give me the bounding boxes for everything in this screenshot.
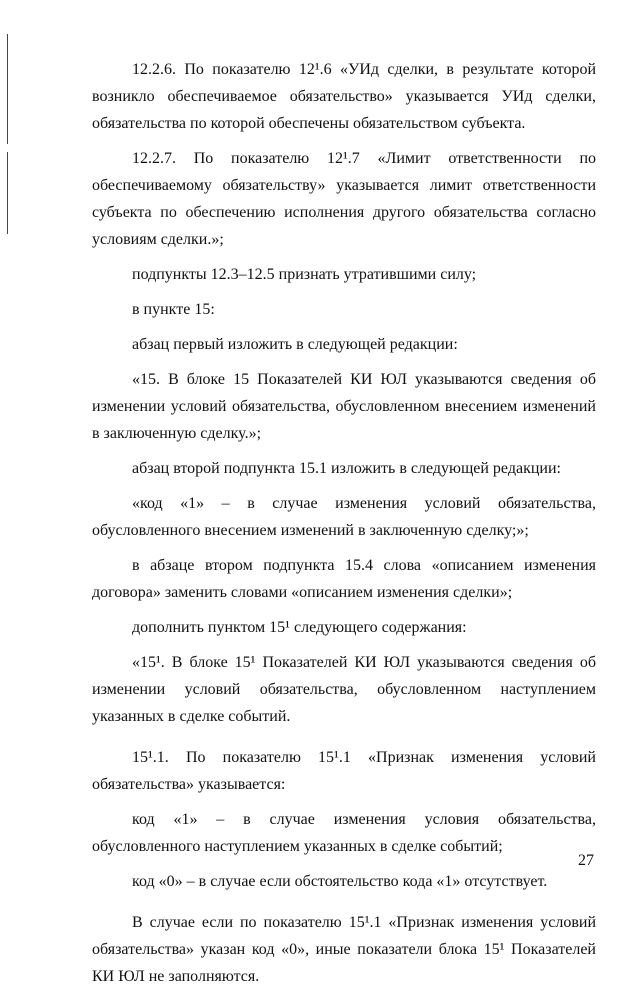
margin-mark-middle <box>7 152 8 234</box>
paragraph-block-15-1: «15¹. В блоке 15¹ Показателей КИ ЮЛ указываются сведения об изменении условий обязательства, обусловленном наступлением указанных в сделке событий. <box>92 654 596 725</box>
paragraph-code-1-event: код «1» – в случае изменения условия обязательства, обусловленного наступлением указанных в сделке событий; <box>92 811 596 855</box>
page-number: 27 <box>578 852 594 869</box>
paragraph-15-1-1: 15¹.1. По показателю 15¹.1 «Признак изменения условий обязательства» указывается: <box>92 749 596 793</box>
paragraph-in-clause-15: в пункте 15: <box>132 301 215 318</box>
paragraph-add-clause-15-1: дополнить пунктом 15¹ следующего содержания: <box>132 619 467 636</box>
paragraph-12-2-7: 12.2.7. По показателю 12¹.7 «Лимит ответственности по обеспечиваемому обязательству» указывается лимит ответственности субъекта по обеспечению исполнения другого обязательства согласно условиям сделки.»; <box>92 150 596 248</box>
paragraph-clause-15-text: «15. В блоке 15 Показателей КИ ЮЛ указываются сведения об изменении условий обязательства, обусловленном внесением изменений в заключенную сделку.»; <box>92 371 596 442</box>
paragraph-code-1-text: «код «1» – в случае изменения условий обязательства, обусловленного внесением изменений в заключенную сделку;»; <box>92 495 596 539</box>
paragraph-subclauses-repealed: подпункты 12.3–12.5 признать утратившими силу; <box>132 266 477 283</box>
document-body <box>92 56 596 990</box>
paragraph-code-0-consequence: В случае если по показателю 15¹.1 «Признак изменения условий обязательства» указан код «0», иные показатели блока 15¹ Показателей КИ ЮЛ не заполняются. <box>92 914 596 985</box>
paragraph-first-abzac: абзац первый изложить в следующей редакции: <box>132 336 458 353</box>
paragraph-15-4-replace: в абзаце втором подпункта 15.4 слова «описанием изменения договора» заменить словами «описанием изменения сделки»; <box>92 557 596 601</box>
paragraph-second-abzac-15-1: абзац второй подпункта 15.1 изложить в следующей редакции: <box>132 460 561 477</box>
paragraph-code-0: код «0» – в случае если обстоятельство кода «1» отсутствует. <box>132 873 548 890</box>
margin-mark-top <box>7 34 8 144</box>
paragraph-12-2-6: 12.2.6. По показателю 12¹.6 «УИд сделки, в результате которой возникло обеспечиваемое обязательство» указывается УИд сделки, обязательства по которой обеспечены обязательством субъекта. <box>92 61 596 132</box>
